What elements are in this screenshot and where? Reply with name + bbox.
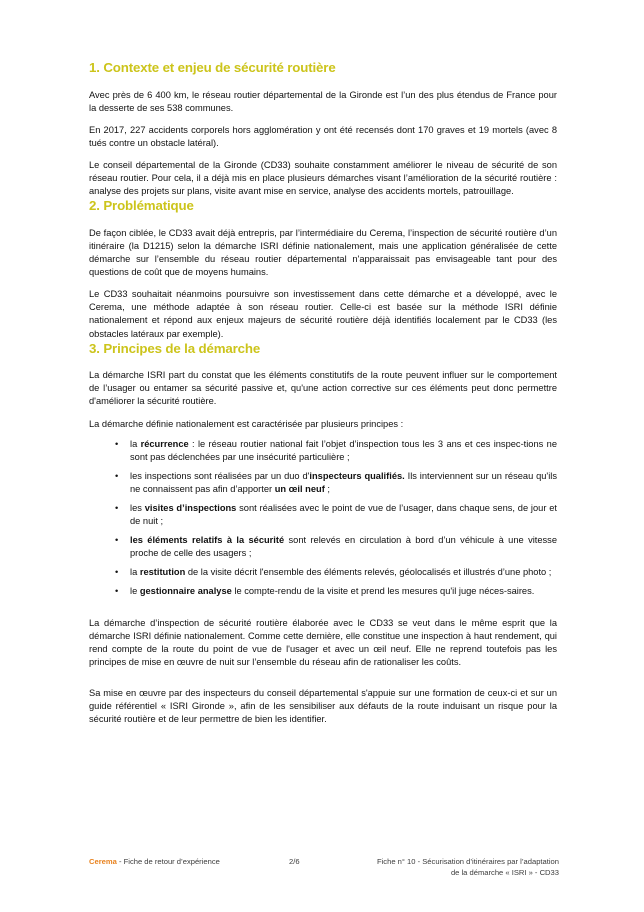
principle-list-item-text	[130, 438, 557, 464]
plain-text: la	[130, 438, 141, 449]
plain-text: Ils interviennent sur un réseau qu'ils ne connaissent pas afin d’apporter	[130, 470, 557, 494]
bullet-dot-icon: •	[115, 502, 119, 513]
plain-text: les	[130, 502, 145, 513]
section-3-paragraph-2: La démarche définie nationalement est caractérisée par plusieurs principes :	[89, 418, 404, 429]
emphasis-text: un œil neuf	[274, 483, 325, 494]
principle-list-item-text	[130, 502, 557, 528]
plain-text: les inspections sont réalisées par un duo d'	[130, 470, 310, 481]
bullet-dot-icon: •	[115, 567, 119, 578]
bullet-dot-icon: •	[115, 470, 119, 481]
principle-list-item-text	[130, 585, 557, 598]
footer-row	[89, 857, 559, 878]
bullet-dot-icon: •	[115, 535, 119, 546]
principle-list-item-text	[130, 470, 557, 496]
emphasis-text: visites d’inspections	[144, 502, 237, 513]
section-1-paragraph-2: En 2017, 227 accidents corporels hors agglomération y ont été recensés dont 170 graves et 19 mortels (avec 8 tués contre un obstacle latéral).	[89, 124, 557, 148]
principle-list-item	[89, 566, 557, 579]
footer-left-text: - Fiche de retour d’expérience	[116, 857, 220, 866]
plain-text: la	[130, 567, 140, 578]
principle-list-item	[89, 534, 557, 560]
section-3-paragraph-1: La démarche ISRI part du constat que les éléments constitutifs de la route peuvent influer sur le comportement de l’usager ou entamer sa sécurité passive et, qu'une action corrective sur ces éléments peut donc permettre d'améliorer la sécurité routière.	[89, 370, 557, 407]
plain-text: ;	[324, 483, 330, 494]
plain-text: de la visite décrit l'ensemble des éléments relevés, géolocalisés et illustrés d’une photo ;	[185, 567, 552, 578]
emphasis-text: récurrence	[140, 438, 189, 449]
footer-page-number: 2/6	[289, 857, 300, 866]
principle-list-item-text	[130, 534, 557, 560]
section-2-paragraph-1: De façon ciblée, le CD33 avait déjà entrepris, par l’intermédiaire du Cerema, l’inspection de sécurité routière d’un itinéraire (la D1215) selon la démarche ISRI définie nationalement, mais une application généralisée de cette démarche sur l’ensemble du réseau routier départemental n'apparaissait pas envisageable tant pour des questions de coût que de moyens humains.	[89, 227, 557, 278]
document-body	[89, 60, 557, 726]
principle-list-item-text	[130, 566, 557, 579]
footer-right-line-1: Fiche n° 10 - Sécurisation d’itinéraires par l’adaptation	[376, 857, 559, 866]
section-1-paragraph-3: Le conseil départemental de la Gironde (CD33) souhaite constamment améliorer le niveau de sécurité de son réseau routier. Pour cela, il a déjà mis en place plusieurs démarches visant l’amélioration de la sécurité routière : analyse des projets sur plans, visite avant mise en service, analyse des accidents mortels, patrouillage.	[89, 159, 557, 197]
bullet-dot-icon: •	[115, 586, 119, 597]
plain-text: : le réseau routier national fait l’objet d’inspection tous les 3 ans et ces inspec-tions ne sont pas déclenchées par une insécurité particulière ;	[130, 438, 557, 462]
page-footer	[89, 857, 559, 878]
footer-right-line-2: de la démarche « ISRI » - CD33	[450, 867, 559, 877]
section-2-paragraph-2: Le CD33 souhaitait néanmoins poursuivre son investissement dans cette démarche et a développé, avec le Cerema, une méthode adaptée à son réseau routier. Celle-ci est basée sur la méthode ISRI définie nationalement et répond aux enjeux majeurs de sécurité routière déjà identifiés localement par le CD33 (les obstacles latéraux par exemple).	[89, 289, 557, 339]
section-heading-2: 2. Problématique	[89, 198, 194, 214]
emphasis-text: inspecteurs qualifiés.	[309, 470, 405, 481]
footer-left	[89, 857, 289, 868]
emphasis-text: gestionnaire analyse	[139, 586, 232, 597]
principle-list-item	[89, 438, 557, 464]
principles-list	[89, 438, 557, 599]
plain-text: le	[130, 586, 140, 597]
principle-list-item	[89, 470, 557, 496]
plain-text: sont réalisées avec le point de vue de l’usager, dans chaque sens, de jour et de nuit ;	[130, 502, 557, 527]
emphasis-text: les éléments relatifs à la sécurité	[130, 535, 285, 546]
section-heading-3: 3. Principes de la démarche	[89, 340, 261, 356]
bullet-dot-icon: •	[115, 438, 119, 449]
section-3-closing-paragraph-2: Sa mise en œuvre par des inspecteurs du conseil départemental s'appuie sur une formation de ceux-ci et sur un guide référentiel « ISRI Gironde », afin de les sensibiliser aux défauts de la route induisant un risque pour la sécurité routière et de leur permettre de bien les identifier.	[89, 687, 557, 725]
section-3-closing-paragraph-1: La démarche d’inspection de sécurité routière élaborée avec le CD33 se veut dans le même esprit que la démarche ISRI définie nationalement. Comme cette dernière, elle constitue une inspection à haut rendement, qui rend compte de la route du point de vue de l'usager et avec un œil neuf. Elle ne reprend toutefois pas les principes de mise en œuvre de nuit sur l’ensemble du réseau afin de rationaliser les coûts.	[89, 617, 557, 667]
footer-right	[351, 857, 559, 878]
plain-text: le compte-rendu de la visite et prend les mesures qu'il juge néces-saires.	[231, 586, 535, 597]
principle-list-item	[89, 502, 557, 528]
footer-brand-cerema: Cerema	[89, 857, 117, 866]
plain-text: sont relevés en circulation à bord d’un véhicule à une vitesse proche de celle des usagers ;	[130, 535, 557, 559]
emphasis-text: restitution	[139, 567, 186, 578]
section-1-paragraph-1: Avec près de 6 400 km, le réseau routier départemental de la Gironde est l’un des plus étendus de France pour la desserte de ses 538 communes.	[89, 89, 557, 113]
section-heading-1: 1. Contexte et enjeu de sécurité routière	[89, 60, 336, 75]
principle-list-item	[89, 585, 557, 598]
